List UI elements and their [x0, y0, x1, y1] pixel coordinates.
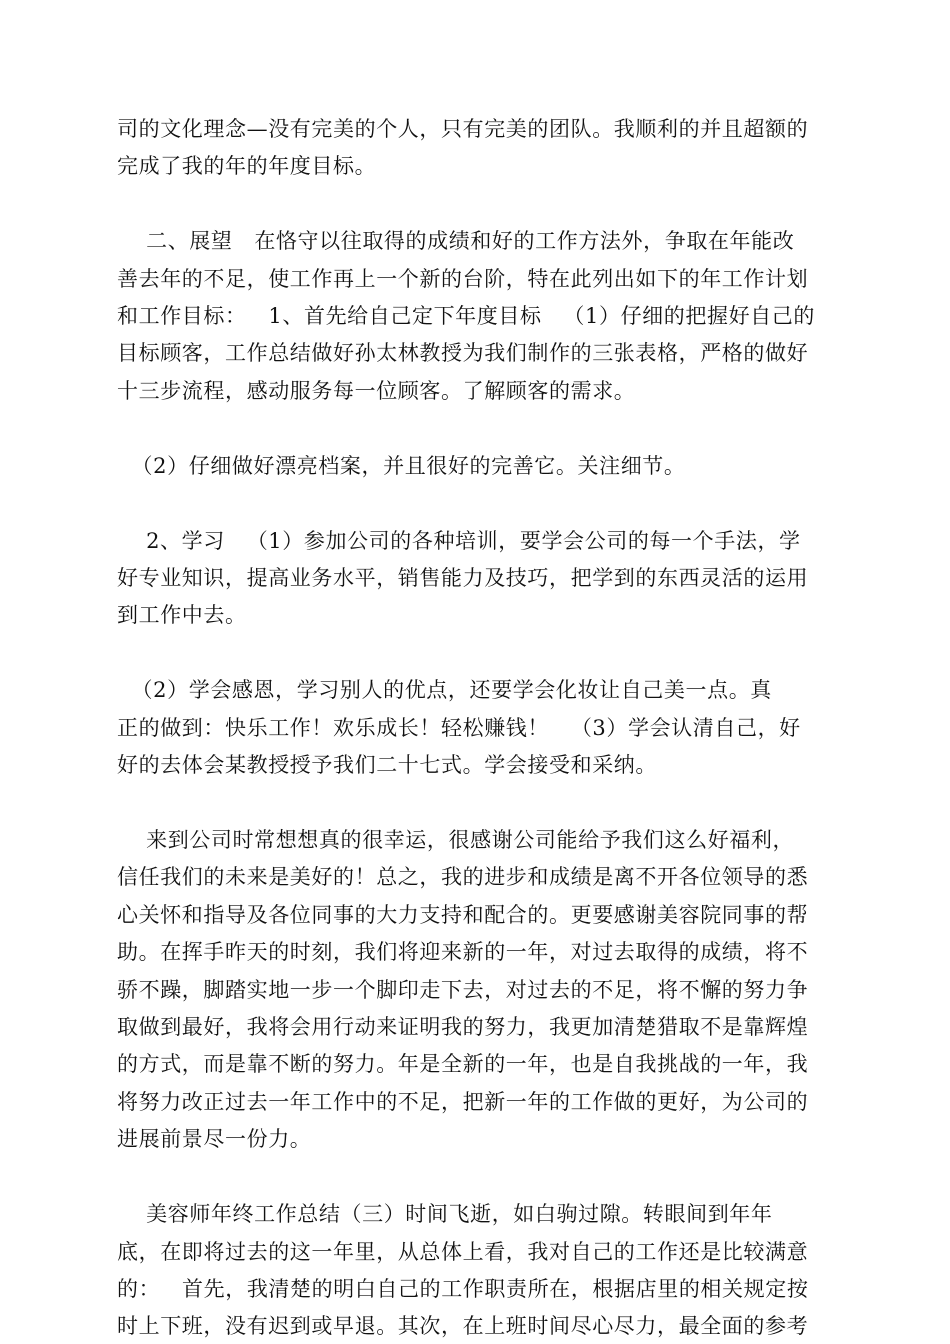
text-line: （2）学会感恩，学习别人的优点，还要学会化妆让自己美一点。真 — [117, 678, 772, 702]
text-line: 骄不躁，脚踏实地一步一个脚印走下去，对过去的不足，将不懈的努力争 — [117, 978, 809, 1002]
text-line: 二、展望 在恪守以往取得的成绩和好的工作方法外，争取在年能改 — [117, 229, 795, 253]
text-line: 十三步流程，感动服务每一位顾客。了解顾客的需求。 — [117, 379, 636, 403]
text-line: 司的文化理念—没有完美的个人，只有完美的团队。我顺利的并且超额的 — [117, 117, 809, 141]
text-line: 好专业知识，提高业务水平，销售能力及技巧，把学到的东西灵活的运用 — [117, 566, 809, 590]
text-line: 来到公司时常想想真的很幸运，很感谢公司能给予我们这么好福利， — [117, 828, 795, 852]
text-line: 好的去体会某教授授予我们二十七式。学会接受和采纳。 — [117, 753, 657, 777]
text-line: 信任我们的未来是美好的！总之，我的进步和成绩是离不开各位领导的悉 — [117, 865, 809, 889]
text-line: 心关怀和指导及各位同事的大力支持和配合的。更要感谢美容院同事的帮 — [117, 903, 809, 927]
text-line: 的方式，而是靠不断的努力。年是全新的一年，也是自我挑战的一年，我 — [117, 1052, 809, 1076]
text-line: 和工作目标： 1、首先给自己定下年度目标 （1）仔细的把握好自己的 — [117, 304, 815, 328]
text-line: 助。在挥手昨天的时刻，我们将迎来新的一年，对过去取得的成绩，将不 — [117, 940, 809, 964]
text-line: 美容师年终工作总结（三）时间飞逝，如白驹过隙。转眼间到年年 — [117, 1202, 773, 1226]
text-line: 的： 首先，我清楚的明白自己的工作职责所在，根据店里的相关规定按 — [117, 1277, 809, 1301]
text-line: 目标顾客，工作总结做好孙太林教授为我们制作的三张表格，严格的做好 — [117, 341, 809, 365]
text-line: 取做到最好，我将会用行动来证明我的努力，我更加清楚猎取不是靠辉煌 — [117, 1015, 809, 1039]
text-line: 完成了我的年的年度目标。 — [117, 154, 377, 178]
text-line: （2）仔细做好漂亮档案，并且很好的完善它。关注细节。 — [117, 454, 686, 478]
text-line: 正的做到：快乐工作！欢乐成长！轻松赚钱！ （3）学会认清自己，好 — [117, 716, 801, 740]
text-line: 时上下班，没有迟到或早退。其次，在上班时间尽心尽力，最全面的参考 — [117, 1314, 809, 1338]
text-line: 底，在即将过去的这一年里，从总体上看，我对自己的工作还是比较满意 — [117, 1240, 809, 1264]
text-line: 善去年的不足，使工作再上一个新的台阶，特在此列出如下的年工作计划 — [117, 267, 809, 291]
text-line: 2、学习 （1）参加公司的各种培训，要学会公司的每一个手法，学 — [117, 529, 801, 553]
text-line: 进展前景尽一份力。 — [117, 1127, 312, 1151]
text-line: 到工作中去。 — [117, 603, 247, 627]
text-line: 将努力改正过去一年工作中的不足，把新一年的工作做的更好，为公司的 — [117, 1090, 809, 1114]
